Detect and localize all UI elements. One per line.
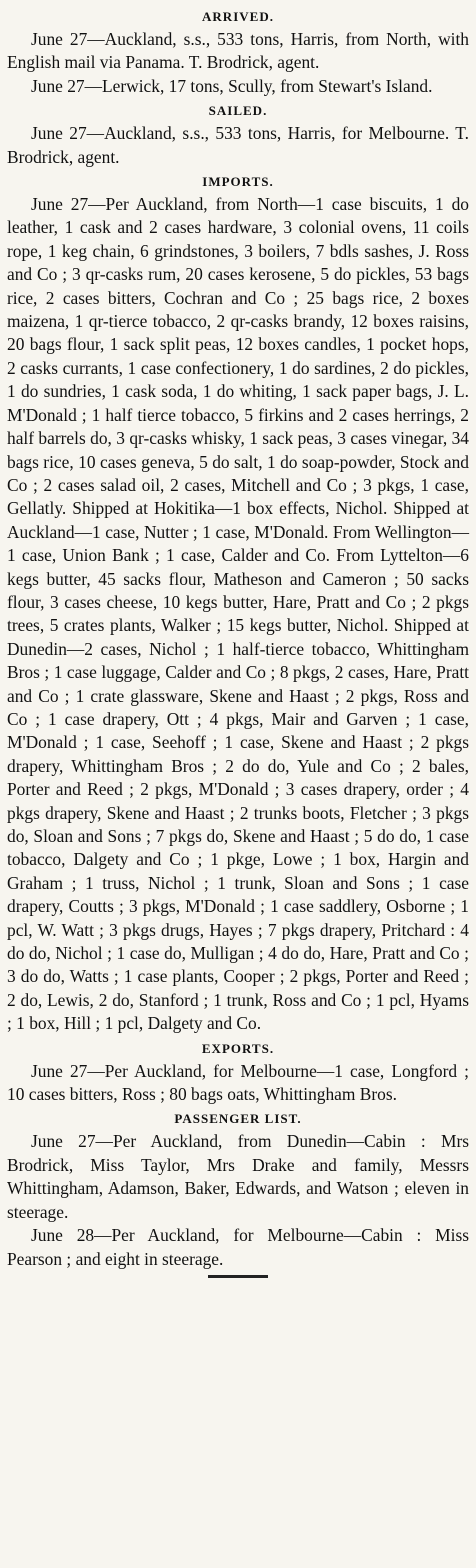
exports-section	[7, 1041, 469, 1107]
arrived-entry-1: June 27—Auckland, s.s., 533 tons, Harris, from North, with English mail via Panama. T. Brodrick, agent.	[7, 29, 469, 73]
arrived-heading: ARRIVED.	[202, 9, 274, 24]
exports-entry-1: June 27—Per Auckland, for Melbourne—1 case, Longford ; 10 cases bitters, Ross ; 80 bags oats, Whittingham Bros.	[7, 1060, 469, 1105]
passenger-entry-1: June 27—Per Auckland, from Dunedin—Cabin : Mrs Brodrick, Miss Taylor, Mrs Drake and family, Messrs Whittingham, Adamson, Baker, Edwards, and Watson ; eleven in steerage.	[7, 1131, 469, 1222]
arrived-section	[7, 9, 469, 98]
passenger-entry-2: June 28—Per Auckland, for Melbourne—Cabin : Miss Pearson ; and eight in steerage.	[7, 1225, 469, 1269]
imports-entry-1: June 27—Per Auckland, from North—1 case biscuits, 1 do leather, 1 cask and 2 cases hardware, 3 colonial ovens, 11 coils rope, 1 keg chain, 6 grindstones, 3 boilers, 7 bdls sashes, J. Ross and Co ; 3 qr-casks rum, 20 cases kerosene, 5 do pickles, 53 bags rice, 2 cases bitters, Cochran and Co ; 25 bags rice, 2 boxes maizena, 1 qr-tierce tobacco, 2 qr-casks brandy, 12 boxes raisins, 20 bags flour, 1 sack split peas, 12 boxes candles, 1 pocket hops, 2 casks currants, 1 case confectionery, 1 do sardines, 2 do pickles, 1 do sundries, 1 cask soda, 1 do whiting, 1 sack paper bags, J. L. M'Donald ; 1 half tierce tobacco, 5 firkins and 2 cases herrings, 2 half barrels do, 3 qr-casks whisky, 1 sack peas, 3 cases vinegar, 34 bags rice, 10 cases geneva, 5 do salt, 1 do soap-powder, Stock and Co ; 2 cases salad oil, 2 cases, Mitchell and Co ; 3 pkgs, 1 case, Gellatly. Shipped at Hokitika—1 box effects, Nichol. Shipped at Auckland—1 case, Nutter ; 1 case, M'Donald. From Wellington—1 case, Union Bank ; 1 case, Calder and Co. From Lyttelton—6 kegs butter, 45 sacks flour, Matheson and Cameron ; 50 sacks flour, 3 cases cheese, 10 kegs butter, Hare, Pratt and Co ; 2 pkgs trees, 5 crates plants, Walker ; 15 kegs butter, Nichol. Shipped at Dunedin—2 cases, Nichol ; 1 half-tierce tobacco, Whittingham Bros ; 1 case luggage, Calder and Co ; 8 pkgs, 2 cases, Hare, Pratt and Co ; 1 crate glassware, Skene and Haast ; 2 pkgs, Ross and Co ; 1 case drapery, Ott ; 4 pkgs, Mair and Garven ; 1 case, M'Donald ; 1 case, Seehoff ; 1 case, Skene and Haast ; 2 pkgs drapery, Whittingham Bros ; 2 do do, Yule and Co ; 2 bales, Porter and Reed ; 2 pkgs, M'Donald ; 3 cases drapery, order ; 4 pkgs drapery, Skene and Haast ; 2 trunks boots, Fletcher ; 3 pkgs do, Sloan and Sons ; 7 pkgs do, Skene and Haast ; 5 do do, 1 case tobacco, Dalgety and Co ; 1 pkge, Lowe ; 1 box, Hargin and Graham ; 1 truss, Nichol ; 1 trunk, Sloan and Sons ; 1 case drapery, Coutts ; 3 pkgs, M'Donald ; 1 case saddlery, Osborne ; 1 pcl, W. Watt ; 3 pkgs drugs, Hayes ; 7 pkgs drapery, Pritchard : 4 do do, Nichol ; 1 case do, Mulligan ; 4 do do, Hare, Pratt and Co ; 3 do do, Watts ; 1 case plants, Cooper ; 2 pkgs, Porter and Reed ; 2 do, Lewis, 2 do, Stanford ; 1 trunk, Ross and Co ; 1 pcl, Hyams ; 1 box, Hill ; 1 pcl, Dalgety and Co.	[7, 194, 469, 1034]
imports-section	[7, 174, 469, 1036]
sailed-heading: SAILED.	[208, 103, 268, 119]
passenger-list-heading: PASSENGER LIST.	[174, 1111, 302, 1127]
imports-heading: IMPORTS.	[202, 174, 274, 190]
exports-heading: EXPORTS.	[201, 1040, 275, 1056]
arrived-entry-2: June 27—Lerwick, 17 tons, Scully, from Stewart's Island.	[31, 75, 433, 96]
passenger-list-section	[7, 1111, 469, 1270]
section-end-rule	[208, 1275, 268, 1278]
sailed-section	[7, 103, 469, 169]
sailed-entry-1: June 27—Auckland, s.s., 533 tons, Harris, for Melbourne. T. Brodrick, agent.	[7, 123, 469, 167]
